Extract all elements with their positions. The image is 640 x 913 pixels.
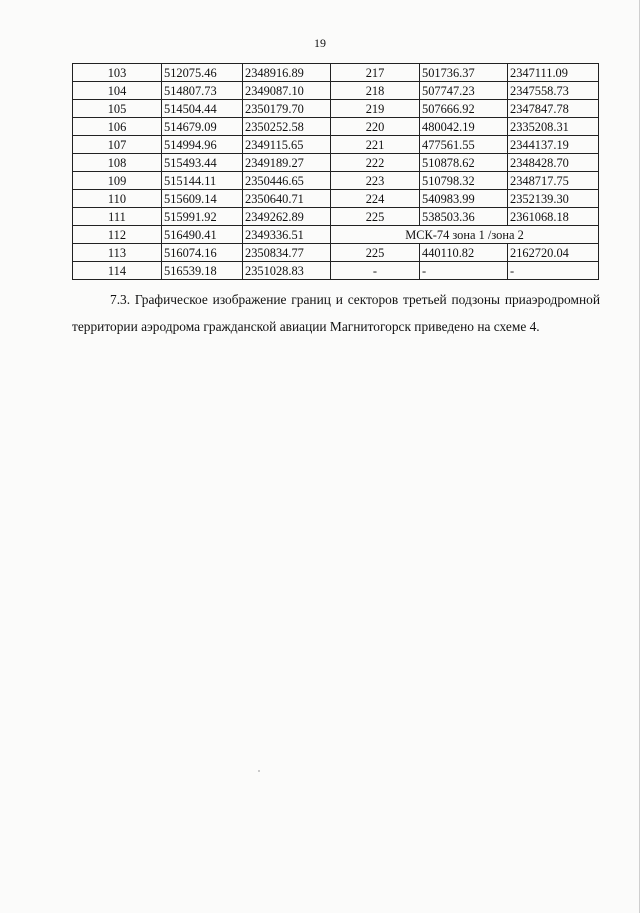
y-coordinate-cell: 2349336.51 [243, 226, 331, 244]
x-coordinate-cell: 516490.41 [162, 226, 243, 244]
x-coordinate-cell: 514807.73 [162, 82, 243, 100]
point-number-cell: 112 [73, 226, 162, 244]
x-coordinate-cell: 501736.37 [420, 64, 508, 82]
x-coordinate-cell: 480042.19 [420, 118, 508, 136]
y-coordinate-cell: 2350446.65 [243, 172, 331, 190]
x-coordinate-cell: 514679.09 [162, 118, 243, 136]
y-coordinate-cell: 2348428.70 [508, 154, 599, 172]
point-number-cell: 225 [331, 244, 420, 262]
point-number-cell: 222 [331, 154, 420, 172]
y-coordinate-cell: - [508, 262, 599, 280]
point-number-cell: 106 [73, 118, 162, 136]
x-coordinate-cell: 515609.14 [162, 190, 243, 208]
y-coordinate-cell: 2350252.58 [243, 118, 331, 136]
y-coordinate-cell: 2349189.27 [243, 154, 331, 172]
point-number-cell: 108 [73, 154, 162, 172]
y-coordinate-cell: 2352139.30 [508, 190, 599, 208]
table-row [73, 136, 599, 154]
x-coordinate-cell: 440110.82 [420, 244, 508, 262]
coordinates-table-body [73, 64, 599, 280]
x-coordinate-cell: 510798.32 [420, 172, 508, 190]
x-coordinate-cell: 507747.23 [420, 82, 508, 100]
point-number-cell: 109 [73, 172, 162, 190]
y-coordinate-cell: 2351028.83 [243, 262, 331, 280]
table-row [73, 82, 599, 100]
point-number-cell: 220 [331, 118, 420, 136]
y-coordinate-cell: 2347111.09 [508, 64, 599, 82]
x-coordinate-cell: 477561.55 [420, 136, 508, 154]
point-number-cell: 105 [73, 100, 162, 118]
y-coordinate-cell: 2347558.73 [508, 82, 599, 100]
y-coordinate-cell: 2344137.19 [508, 136, 599, 154]
coordinates-table [72, 63, 599, 280]
point-number-cell: - [331, 262, 420, 280]
y-coordinate-cell: 2349115.65 [243, 136, 331, 154]
x-coordinate-cell: 515493.44 [162, 154, 243, 172]
table-row [73, 190, 599, 208]
point-number-cell: 103 [73, 64, 162, 82]
point-number-cell: 219 [331, 100, 420, 118]
table-row [73, 244, 599, 262]
point-number-cell: 114 [73, 262, 162, 280]
table-row [73, 226, 599, 244]
table-row [73, 64, 599, 82]
point-number-cell: 224 [331, 190, 420, 208]
x-coordinate-cell: 507666.92 [420, 100, 508, 118]
scan-speck [258, 770, 260, 772]
x-coordinate-cell: 516074.16 [162, 244, 243, 262]
table-row [73, 172, 599, 190]
point-number-cell: 225 [331, 208, 420, 226]
y-coordinate-cell: 2347847.78 [508, 100, 599, 118]
point-number-cell: 221 [331, 136, 420, 154]
point-number-cell: 223 [331, 172, 420, 190]
section-paragraph [72, 286, 600, 340]
x-coordinate-cell: 512075.46 [162, 64, 243, 82]
y-coordinate-cell: 2350834.77 [243, 244, 331, 262]
point-number-cell: 104 [73, 82, 162, 100]
y-coordinate-cell: 2350179.70 [243, 100, 331, 118]
x-coordinate-cell: - [420, 262, 508, 280]
point-number-cell: 110 [73, 190, 162, 208]
y-coordinate-cell: 2349087.10 [243, 82, 331, 100]
x-coordinate-cell: 514504.44 [162, 100, 243, 118]
x-coordinate-cell: 540983.99 [420, 190, 508, 208]
table-row [73, 154, 599, 172]
x-coordinate-cell: 516539.18 [162, 262, 243, 280]
x-coordinate-cell: 515991.92 [162, 208, 243, 226]
x-coordinate-cell: 515144.11 [162, 172, 243, 190]
x-coordinate-cell: 538503.36 [420, 208, 508, 226]
page-number: 19 [314, 36, 326, 50]
y-coordinate-cell: 2348717.75 [508, 172, 599, 190]
point-number-cell: 217 [331, 64, 420, 82]
x-coordinate-cell: 510878.62 [420, 154, 508, 172]
y-coordinate-cell: 2349262.89 [243, 208, 331, 226]
table-row [73, 100, 599, 118]
point-number-cell: 218 [331, 82, 420, 100]
paragraph-text: 7.3. Графическое изображение границ и секторов третьей подзоны приаэродромной территории аэродрома гражданской авиации Магнитогорск приведено на схеме 4. [72, 292, 600, 334]
point-number-cell: 113 [73, 244, 162, 262]
table-row [73, 208, 599, 226]
y-coordinate-cell: 2335208.31 [508, 118, 599, 136]
point-number-cell: 111 [73, 208, 162, 226]
coordinate-system-cell: МСК-74 зона 1 /зона 2 [331, 226, 599, 244]
point-number-cell: 107 [73, 136, 162, 154]
y-coordinate-cell: 2162720.04 [508, 244, 599, 262]
y-coordinate-cell: 2350640.71 [243, 190, 331, 208]
y-coordinate-cell: 2361068.18 [508, 208, 599, 226]
x-coordinate-cell: 514994.96 [162, 136, 243, 154]
table-row [73, 118, 599, 136]
y-coordinate-cell: 2348916.89 [243, 64, 331, 82]
table-row [73, 262, 599, 280]
